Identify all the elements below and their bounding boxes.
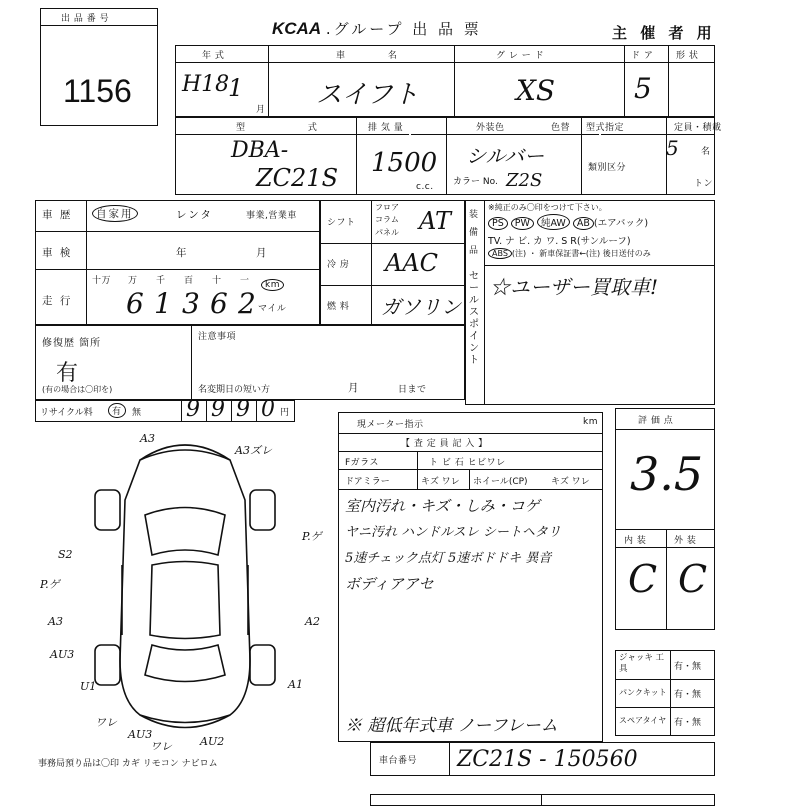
class-label: 類別区分 [588, 163, 627, 173]
org-header [272, 18, 482, 39]
evaluation-label: 評 価 点 [638, 416, 674, 426]
damage-mark: P.ゲ [302, 530, 322, 543]
km-unit: km [261, 279, 284, 291]
damage-mark: A3 [48, 615, 63, 628]
rear-window-outline [145, 645, 225, 682]
shape-label: 形 状 [676, 51, 699, 61]
ac-value: AAC [385, 249, 439, 277]
wheel-options: キズ ワレ [551, 477, 590, 487]
evaluation-box [615, 408, 715, 630]
year-month-unit: 月 [256, 105, 266, 115]
org-title: .グループ 出 品 票 [325, 20, 482, 38]
color-label: 外装色 [476, 123, 505, 133]
exterior-value: C [678, 557, 708, 601]
sales-point-value: ☆ユーザー買取車! [490, 275, 659, 299]
row2-box [175, 117, 722, 195]
recycle-digit: 9 [186, 397, 200, 422]
damage-mark: U1 [80, 680, 97, 693]
ton-unit: トン [694, 179, 714, 189]
equipment-line-2: TV. ナ ビ. カ ワ. S R(サンルーフ) [488, 236, 631, 247]
equipment-label-char: 装 [469, 210, 479, 220]
mirror-options: キズ ワレ [421, 477, 460, 487]
puncture-kit-options: 有・無 [674, 690, 702, 700]
recycle-no: 無 [132, 408, 142, 418]
history-label: 車 歴 [42, 209, 73, 221]
history-box [35, 200, 320, 325]
notes-label: 注意事項 [198, 332, 237, 342]
capacity-value: 5 [666, 136, 679, 160]
mirror-label: ドアミラー [345, 477, 390, 487]
bumper-front [140, 445, 230, 460]
chassis-value: ZC21S - 150560 [457, 747, 638, 772]
damage-mark: ワレ [150, 740, 172, 750]
mileage-digit: 6 [126, 287, 144, 320]
mileage-digit-label: 百 [184, 276, 194, 286]
meter-label: 現メーター指示 [357, 420, 424, 430]
wheel-rear-right [250, 645, 275, 685]
mile-unit: マイル [258, 304, 287, 314]
lot-number-label: 出 品 番 号 [61, 14, 110, 24]
shift-option: コラム [375, 215, 399, 224]
inspector-comment: ボディアアセ [345, 575, 434, 593]
equipment-label-char: 備 [469, 228, 479, 238]
year-month-value: 1 [228, 74, 244, 102]
model-value-1: DBA- [231, 138, 289, 163]
car-name-label: 車 名 [336, 51, 417, 61]
lot-number-box [40, 8, 158, 126]
glass-label: Fガラス [345, 458, 379, 468]
shift-value: AT [419, 207, 452, 235]
lot-number-value: 1156 [63, 73, 132, 109]
wheel-front-right [250, 490, 275, 530]
cc-unit: c.c. [416, 182, 434, 192]
chassis-box [370, 742, 715, 776]
interior-label: 内 装 [624, 536, 647, 546]
recycle-box [35, 397, 295, 422]
mileage-digit: 1 [154, 287, 172, 320]
history-opt-private: 自家用 [92, 205, 138, 222]
person-unit: 名 [701, 147, 711, 157]
office-items-note: 事務局預り品は〇印 カギ リモコン ナビロム [38, 759, 218, 769]
model-value-2: ZC21S [256, 164, 339, 192]
displacement-label: 排 気 量 [368, 123, 404, 133]
damage-mark: A3 [140, 432, 155, 445]
jack-options: 有・無 [674, 662, 702, 672]
mileage-digit-label: 十万 [92, 276, 112, 286]
grade-label: グ レ ー ド [496, 51, 545, 61]
recycle-yes: 有 [108, 403, 126, 418]
evaluation-value: 3.5 [630, 447, 704, 501]
equipment-note: ※純正のみ〇印をつけて下さい。 [488, 203, 607, 212]
mileage-digit: 3 [182, 287, 200, 320]
mileage-label: 走 行 [42, 295, 73, 307]
recycle-digit: 0 [261, 397, 275, 422]
yen-unit: 円 [280, 408, 290, 418]
chassis-label: 車台番号 [379, 756, 418, 766]
damage-mark: S2 [58, 548, 73, 561]
jack-label: ジャッキ 工 具 [619, 653, 665, 674]
repair-label: 修復歴 箇所 [42, 338, 102, 349]
equipment-box [465, 200, 715, 405]
equipment-line-3: ABS (注) ・ 新車保証書←(注) 後日送付のみ [488, 248, 651, 259]
damage-mark: A1 [288, 678, 303, 691]
mileage-digit: 6 [210, 287, 228, 320]
repair-value: 有 [56, 361, 79, 386]
copy-label: 主 催 者 用 [612, 24, 716, 42]
mileage-digit-label: 十 [212, 276, 222, 286]
color-number-label: カラー No. [453, 177, 498, 187]
grade-value: XS [516, 74, 556, 107]
row1-box [175, 45, 715, 117]
inspector-footer-note: ※ 超低年式車 ノーフレーム [345, 716, 558, 736]
damage-mark: ワレ [95, 716, 117, 729]
damage-mark: AU2 [200, 735, 225, 748]
capacity-label: 定員・積載 [674, 123, 722, 133]
recycle-label: リサイクル料 [40, 408, 93, 418]
bumper-rear [140, 715, 230, 728]
model-label: 型 式 [236, 123, 347, 133]
inspection-month-unit: 月 [256, 247, 269, 259]
damage-mark: AU3 [50, 648, 75, 661]
fuel-value: ガソリン [381, 295, 461, 319]
bottom-partial-box [370, 794, 715, 806]
equipment-label-char: 品 [469, 246, 479, 256]
spare-tire-options: 有・無 [674, 718, 702, 728]
mileage-digit-label: 千 [156, 276, 166, 286]
tools-box [615, 650, 715, 736]
windshield-outline [145, 508, 225, 556]
inspector-comment: 5速チェック点灯 5速ボドドキ 異音 [345, 551, 552, 566]
exterior-label: 外 装 [674, 536, 697, 546]
inspector-comment: ヤニ汚れ ハンドルスレ シートヘタリ [345, 525, 561, 540]
car-name-value: スイフト [316, 80, 419, 110]
mileage-digit-label: 万 [128, 276, 138, 286]
roof-outline [150, 562, 220, 639]
door-value: 5 [634, 72, 652, 105]
shift-option: フロア [375, 203, 399, 212]
damage-mark: P.ゲ [40, 578, 60, 591]
color-change-label: 色替 [551, 123, 571, 133]
wheel-front-left [95, 490, 120, 530]
year-value: H18 [182, 72, 230, 97]
equipment-line-1: PS PW 純AW AB (エアバック) [488, 214, 648, 230]
year-label: 年 式 [202, 51, 225, 61]
interior-value: C [628, 557, 658, 601]
ac-label: 冷 房 [327, 260, 350, 270]
mileage-digit: 2 [238, 287, 256, 320]
history-opt-business: 事業,営業車 [246, 211, 297, 221]
deadline-day-unit: 日まで [398, 385, 427, 395]
history-opt-rental: レンタ [176, 209, 213, 221]
shift-label: シフト [327, 218, 356, 228]
org-logo: KCAA [272, 19, 322, 38]
inspector-section-title: 【 査 定 員 記 入 】 [401, 439, 488, 449]
wheel-label: ホイール(CP) [473, 477, 528, 487]
wheel-rear-left [95, 645, 120, 685]
damage-mark: AU3 [128, 728, 153, 741]
recycle-digit: 9 [211, 397, 225, 422]
door-label: ド ア [631, 51, 654, 61]
inspection-year-unit: 年 [176, 247, 189, 259]
car-diagram [40, 430, 330, 750]
damage-mark: A2 [305, 615, 320, 628]
inspector-comment: 室内汚れ・キズ・しみ・コゲ [345, 497, 540, 515]
deadline-month-unit: 月 [348, 382, 361, 394]
color-number-value: Z2S [506, 170, 543, 191]
shift-option: パネル [375, 228, 399, 237]
meter-km-unit: km [583, 417, 598, 427]
sales-point-label: セールスポイント [469, 271, 479, 366]
damage-mark: A3ズレ [235, 444, 272, 457]
color-value: シルバー [466, 144, 545, 168]
spare-tire-label: スペアタイヤ [619, 716, 667, 725]
repair-notes-box [35, 325, 465, 400]
deadline-label: 名変期日の短い方 [198, 385, 271, 395]
repair-note: (有の場合は〇印を) [42, 385, 113, 394]
type-designation-label: 型式指定 [586, 123, 625, 133]
recycle-digit: 9 [236, 397, 250, 422]
inspection-label: 車 検 [42, 247, 73, 259]
puncture-kit-label: パンクキット [619, 688, 667, 697]
mileage-digits [88, 271, 258, 326]
fuel-label: 燃 料 [327, 302, 350, 312]
inspector-box [338, 412, 603, 742]
displacement-value: 1500 [371, 148, 438, 178]
glass-options: ト ビ 石 ヒビワレ [429, 458, 506, 468]
mech-box [320, 200, 465, 325]
mileage-digit-label: 一 [240, 276, 250, 286]
